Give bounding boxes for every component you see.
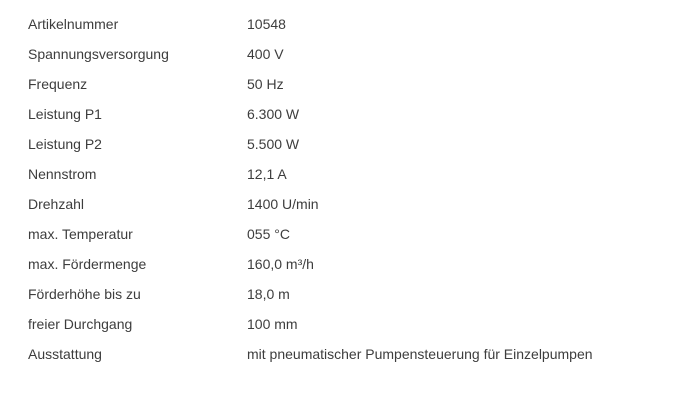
- spec-label: max. Temperatur: [28, 226, 133, 242]
- spec-label: Frequenz: [28, 76, 88, 92]
- spec-label: Drehzahl: [28, 196, 85, 212]
- spec-value: 6.300 W: [247, 106, 300, 122]
- spec-row-artikelnummer: [28, 9, 664, 39]
- spec-row-max-temperatur: [28, 219, 664, 249]
- spec-label: Spannungsversorgung: [28, 46, 169, 62]
- spec-value: 400 V: [247, 46, 284, 62]
- spec-row-drehzahl: [28, 189, 664, 219]
- spec-label: max. Fördermenge: [28, 256, 147, 272]
- spec-value: mit pneumatischer Pumpensteuerung für Einzelpumpen: [247, 346, 593, 362]
- spec-row-nennstrom: [28, 159, 664, 189]
- spec-row-freier-durchgang: [28, 309, 664, 339]
- spec-value: 5.500 W: [247, 136, 300, 152]
- spec-value: 12,1 A: [247, 166, 287, 182]
- spec-row-foerderhoehe: [28, 279, 664, 309]
- spec-label: freier Durchgang: [28, 316, 133, 332]
- spec-label: Artikelnummer: [28, 16, 119, 32]
- spec-value: 1400 U/min: [247, 196, 319, 212]
- spec-label: Förderhöhe bis zu: [28, 286, 141, 302]
- spec-row-frequenz: [28, 69, 664, 99]
- spec-value: 10548: [247, 16, 286, 32]
- spec-label: Leistung P2: [28, 136, 102, 152]
- spec-value: 18,0 m: [247, 286, 290, 302]
- spec-value: 50 Hz: [247, 76, 284, 92]
- spec-value: 160,0 m³/h: [247, 256, 314, 272]
- spec-row-leistung-p2: [28, 129, 664, 159]
- spec-row-ausstattung: [28, 339, 664, 369]
- spec-label: Ausstattung: [28, 346, 102, 362]
- spec-row-spannungsversorgung: [28, 39, 664, 69]
- spec-row-leistung-p1: [28, 99, 664, 129]
- spec-value: 055 °C: [247, 226, 290, 242]
- spec-label: Leistung P1: [28, 106, 102, 122]
- spec-value: 100 mm: [247, 316, 298, 332]
- spec-label: Nennstrom: [28, 166, 97, 182]
- spec-row-max-foerdermenge: [28, 249, 664, 279]
